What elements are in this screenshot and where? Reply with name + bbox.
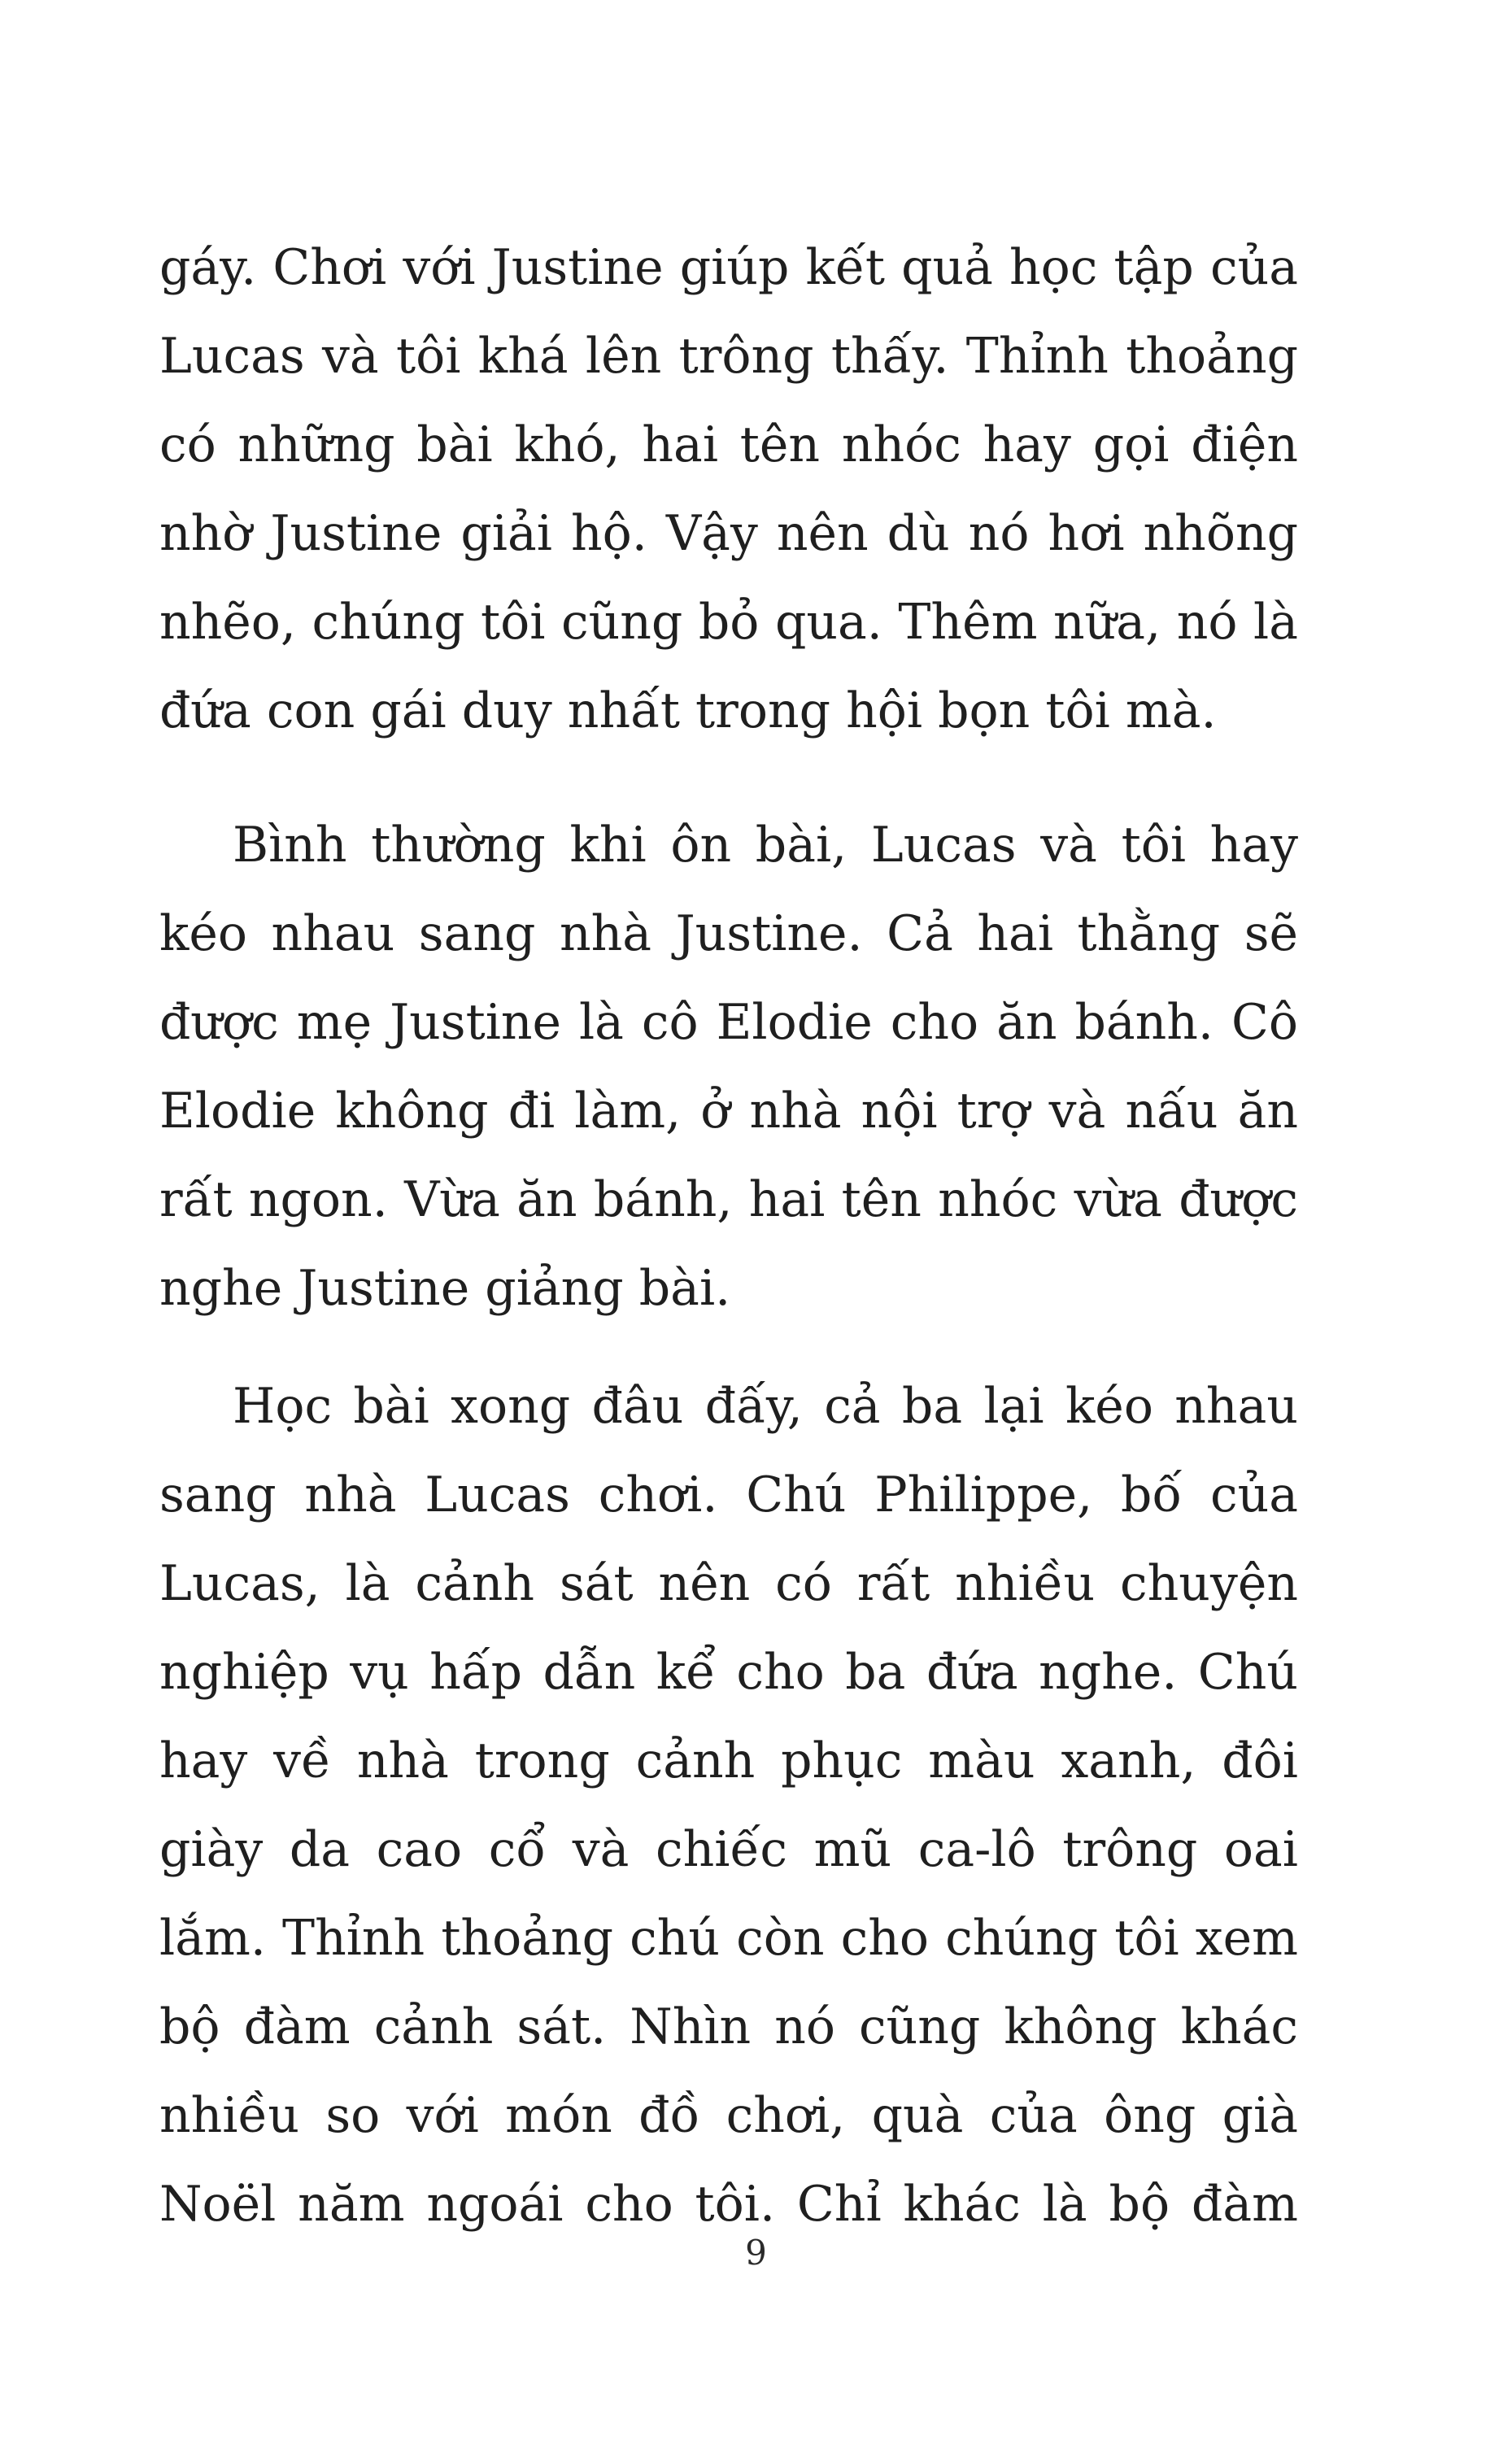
paragraph-line: Bình thường khi ôn bài, Lucas và tôi hay (233, 817, 1298, 874)
paragraph-3 (159, 1362, 1298, 2249)
paragraph-line: lắm. Thỉnh thoảng chú còn cho chúng tôi xem (159, 1910, 1298, 1967)
paragraph-line: rất ngon. Vừa ăn bánh, hai tên nhóc vừa được (159, 1171, 1298, 1228)
paragraph-2 (159, 801, 1298, 1333)
paragraph-line: nhờ Justine giải hộ. Vậy nên dù nó hơi nhõng (159, 505, 1298, 562)
paragraph-line: nghiệp vụ hấp dẫn kể cho ba đứa nghe. Chú (159, 1644, 1298, 1701)
paragraph-line: sang nhà Lucas chơi. Chú Philippe, bố của (159, 1467, 1298, 1523)
paragraph-line: có những bài khó, hai tên nhóc hay gọi điện (159, 416, 1298, 473)
paragraph-line: kéo nhau sang nhà Justine. Cả hai thằng sẽ (159, 905, 1298, 962)
paragraph-line: Lucas và tôi khá lên trông thấy. Thỉnh thoảng (159, 328, 1298, 385)
paragraph-line: nghe Justine giảng bài. (159, 1260, 731, 1317)
paragraph-line: bộ đàm cảnh sát. Nhìn nó cũng không khác (159, 1998, 1298, 2055)
paragraph-1 (159, 224, 1298, 756)
paragraph-line: hay về nhà trong cảnh phục màu xanh, đôi (159, 1732, 1298, 1789)
paragraph-line: Lucas, là cảnh sát nên có rất nhiều chuyện (159, 1555, 1298, 1612)
paragraph-line: Elodie không đi làm, ở nhà nội trợ và nấu ăn (159, 1083, 1298, 1140)
paragraph-line: Noël năm ngoái cho tôi. Chỉ khác là bộ đàm (159, 2176, 1298, 2233)
page-number: 9 (745, 2233, 767, 2273)
paragraph-line: giày da cao cổ và chiếc mũ ca-lô trông oai (159, 1821, 1298, 1878)
paragraph-line: được mẹ Justine là cô Elodie cho ăn bánh. Cô (159, 994, 1298, 1051)
paragraph-line: gáy. Chơi với Justine giúp kết quả học tập của (159, 239, 1298, 296)
paragraph-line: đứa con gái duy nhất trong hội bọn tôi mà. (159, 682, 1217, 739)
paragraph-line: Học bài xong đâu đấy, cả ba lại kéo nhau (233, 1378, 1298, 1435)
paragraph-line: nhẽo, chúng tôi cũng bỏ qua. Thêm nữa, nó là (159, 594, 1298, 651)
paragraph-line: nhiều so với món đồ chơi, quà của ông già (159, 2087, 1298, 2144)
